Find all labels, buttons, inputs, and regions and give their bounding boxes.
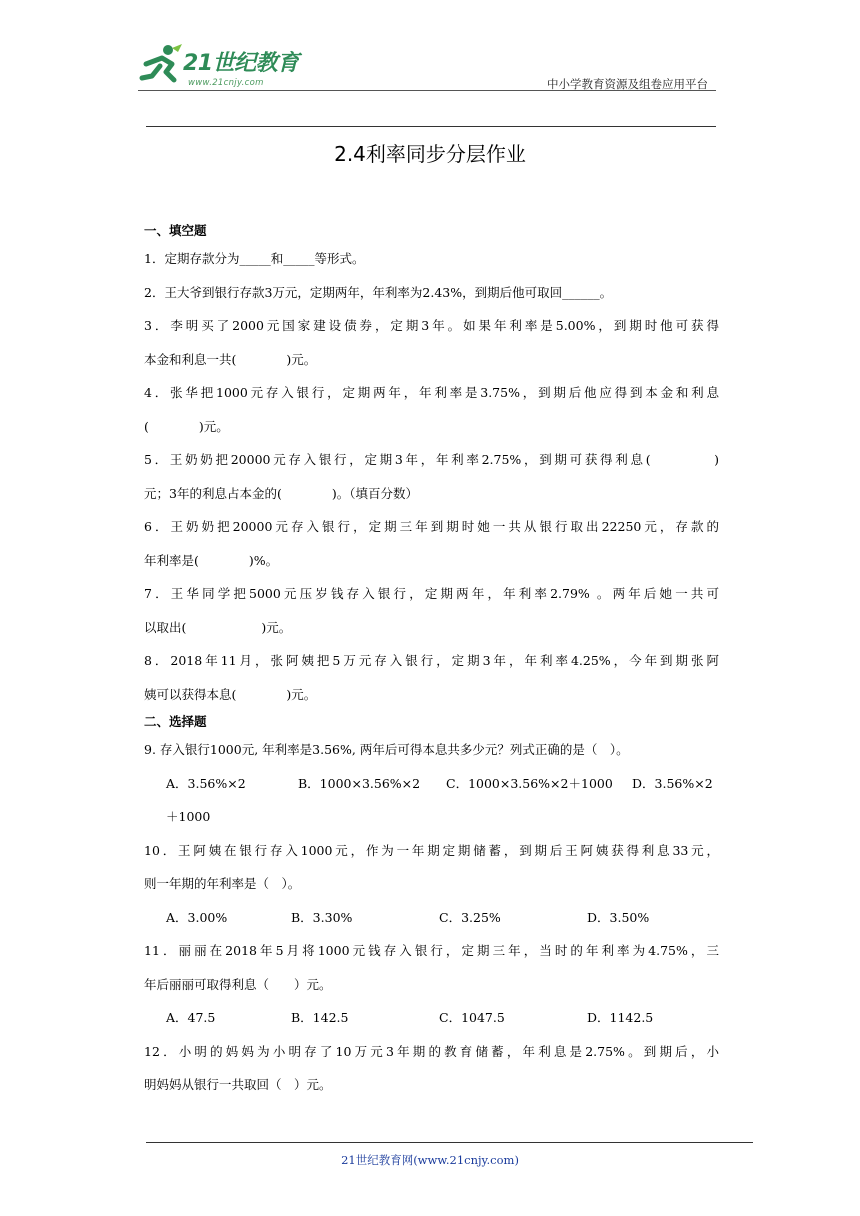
platform-tagline: 中小学教育资源及组卷应用平台 (547, 77, 708, 91)
question-9-option-d-continued: ＋1000 (166, 809, 211, 824)
question-4-line-2: ( )元。 (144, 418, 229, 434)
option-d: D．1142.5 (587, 1010, 654, 1025)
question-5-line-2: 元；3年的利息占本金的( )。（填百分数） (144, 485, 418, 501)
question-7-line-1: 7．王华同学把5000元压岁钱存入银行，定期两年，年利率2.79% 。两年后她一共可 (144, 586, 719, 601)
logo-text: 21世纪教育 (183, 51, 299, 76)
question-8-line-1: 8．2018年11月，张阿姨把5万元存入银行，定期3年，年利率4.25%，今年到期张阿 (144, 653, 719, 668)
question-3-line-2: 本金和利息一共( )元。 (144, 351, 317, 367)
option-c: C．3.25% (439, 909, 501, 925)
question-6-line-2: 年利率是( )%。 (144, 552, 279, 568)
top-rule (146, 126, 716, 127)
question-9-options (144, 767, 719, 801)
option-a: A．3.56%×2 (166, 775, 246, 791)
question-7-line-2: 以取出( )元。 (144, 619, 292, 635)
question-10-line-1: 10．王阿姨在银行存入1000元，作为一年期定期储蓄，到期后王阿姨获得利息33元， (144, 842, 719, 858)
option-c: C．1000×3.56%×2＋1000 (446, 775, 613, 791)
question-10-options (144, 901, 719, 935)
option-d: D．3.56%×2 (632, 775, 713, 791)
question-11-line-1: 11．丽丽在2018年5月将1000元钱存入银行，定期三年，当时的年利率为4.75%，三 (144, 943, 719, 958)
question-2: 2．王大爷到银行存款3万元，定期两年，年利率为2.43%，到期后他可取回______。 (144, 284, 613, 300)
page-header (138, 40, 716, 92)
header-divider (138, 90, 716, 91)
question-6-line-1: 6．王奶奶把20000元存入银行，定期三年到期时她一共从银行取出22250元，存款的 (144, 519, 719, 534)
question-4-line-1: 4．张华把1000元存入银行，定期两年，年利率是3.75%，到期后他应得到本金和利息 (144, 385, 719, 400)
option-b: B．142.5 (291, 1010, 349, 1025)
footer-source: 21世纪教育网(www.21cnjy.com) (341, 1153, 519, 1167)
runner-logo-icon (138, 42, 184, 84)
question-9-stem: 9. 存入银行1000元, 年利率是3.56%, 两年后可得本息共多少元？列式正确的是（ ）。 (144, 742, 629, 757)
question-11-line-2: 年后丽丽可取得利息（ ）元。 (144, 976, 332, 992)
section-heading-fill-blank: 一、填空题 (144, 223, 207, 238)
option-a: A．47.5 (166, 1010, 216, 1025)
option-c: C．1047.5 (439, 1010, 505, 1025)
option-b: B．3.30% (291, 909, 353, 925)
section-heading-multiple-choice: 二、选择题 (144, 714, 207, 729)
bottom-rule (146, 1142, 753, 1143)
question-12-line-1: 12．小明的妈妈为小明存了10万元3年期的教育储蓄，年利息是2.75%。到期后，小 (144, 1043, 719, 1059)
question-10-line-2: 则一年期的年利率是（ ）。 (144, 876, 301, 891)
option-a: A．3.00% (166, 909, 228, 925)
worksheet-body (144, 220, 719, 1102)
page-title: 2.4利率同步分层作业 (334, 142, 526, 166)
question-5-line-1: 5．王奶奶把20000元存入银行，定期3年，年利率2.75%，到期可获得利息( ) (144, 452, 719, 467)
question-1: 1．定期存款分为_____和_____等形式。 (144, 251, 365, 266)
question-3-line-1: 3．李明买了2000元国家建设债券，定期3年。如果年利率是5.00%，到期时他可获得 (144, 318, 719, 333)
option-d: D．3.50% (587, 909, 650, 925)
question-8-line-2: 姨可以获得本息( )元。 (144, 686, 317, 702)
question-11-options (144, 1001, 719, 1035)
logo-url: www.21cnjy.com (188, 78, 264, 88)
question-12-line-2: 明妈妈从银行一共取回（ ）元。 (144, 1077, 332, 1092)
option-b: B．1000×3.56%×2 (298, 775, 421, 791)
logo (138, 40, 318, 90)
